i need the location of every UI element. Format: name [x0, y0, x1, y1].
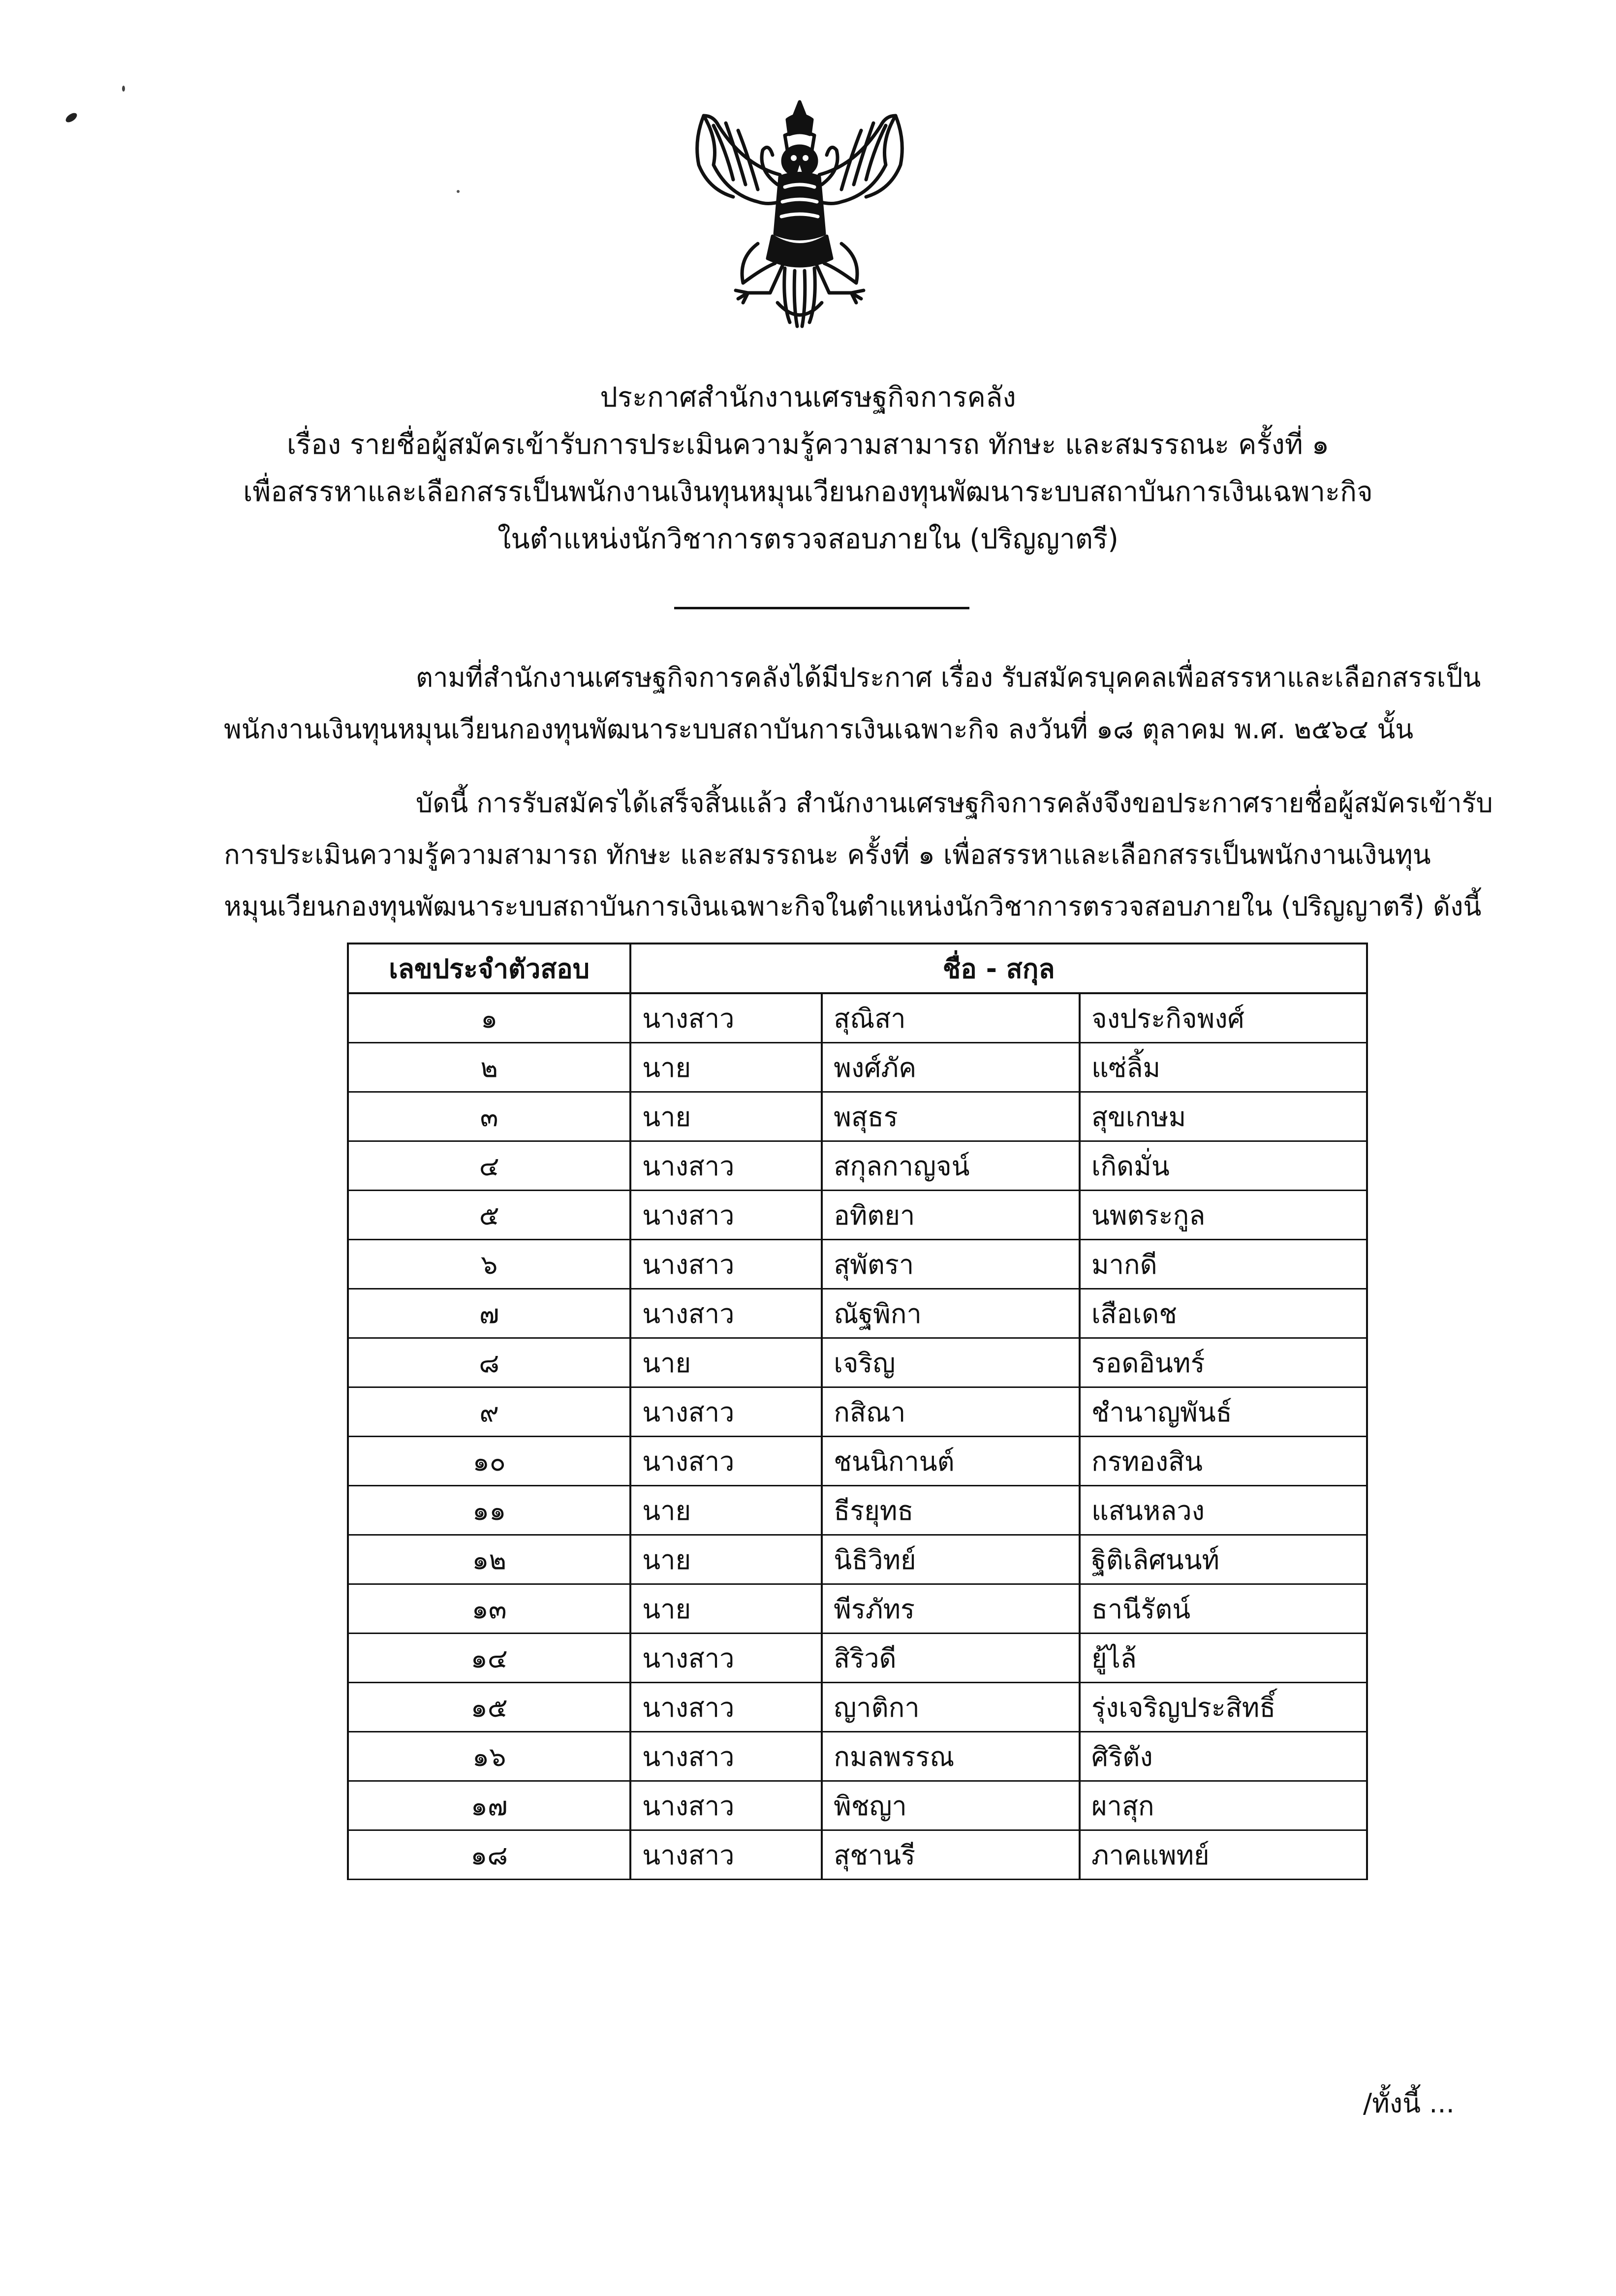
cell-name-title: นางสาว	[630, 1387, 822, 1437]
header-full-name: ชื่อ - สกุล	[630, 944, 1367, 993]
cell-last-name: จงประกิจพงศ์	[1080, 993, 1367, 1043]
cell-exam-id: ๑	[348, 993, 630, 1043]
title-line-2: เรื่อง รายชื่อผู้สมัครเข้ารับการประเมินความรู้ความสามารถ ทักษะ และสมรรถนะ ครั้งที่ ๑	[286, 429, 1330, 461]
cell-first-name: กสิณา	[822, 1387, 1080, 1437]
table-row	[348, 1240, 1367, 1289]
cell-first-name: สกุลกาญจน์	[822, 1141, 1080, 1191]
cell-exam-id: ๑๔	[348, 1634, 630, 1683]
paragraph-1-line-2: พนักงานเงินทุนหมุนเวียนกองทุนพัฒนาระบบสถาบันการเงินเฉพาะกิจ ลงวันที่ ๑๘ ตุลาคม พ.ศ. ๒๕๖๔ นั้น	[224, 714, 1414, 745]
scan-speck	[64, 111, 78, 124]
table-row	[348, 1338, 1367, 1387]
cell-exam-id: ๑๓	[348, 1584, 630, 1634]
cell-first-name: สุณิสา	[822, 993, 1080, 1043]
cell-exam-id: ๓	[348, 1092, 630, 1141]
announcement-title	[148, 374, 1468, 563]
table-row	[348, 1486, 1367, 1535]
cell-first-name: ณัฐพิกา	[822, 1289, 1080, 1338]
cell-last-name: แซ่ลิ้ม	[1080, 1043, 1367, 1092]
cell-last-name: ฐิติเลิศนนท์	[1080, 1535, 1367, 1584]
candidate-table	[347, 943, 1368, 1880]
garuda-emblem-icon	[684, 96, 915, 332]
cell-name-title: นางสาว	[630, 1732, 822, 1781]
cell-last-name: สุขเกษม	[1080, 1092, 1367, 1141]
cell-name-title: นางสาว	[630, 1830, 822, 1880]
cell-first-name: ชนนิกานต์	[822, 1437, 1080, 1486]
table-row	[348, 1141, 1367, 1191]
table-row	[348, 1043, 1367, 1092]
cell-last-name: รุ่งเจริญประสิทธิ์	[1080, 1683, 1367, 1732]
cell-exam-id: ๑๑	[348, 1486, 630, 1535]
table-row	[348, 1191, 1367, 1240]
cell-exam-id: ๔	[348, 1141, 630, 1191]
cell-last-name: กรทองสิน	[1080, 1437, 1367, 1486]
paragraph-2-line-3: หมุนเวียนกองทุนพัฒนาระบบสถาบันการเงินเฉพาะกิจในตำแหน่งนักวิชาการตรวจสอบภายใน (ปริญญาตรี) ดังนี้	[224, 891, 1482, 922]
table-row	[348, 1683, 1367, 1732]
cell-last-name: นพตระกูล	[1080, 1191, 1367, 1240]
table-row	[348, 1535, 1367, 1584]
cell-exam-id: ๙	[348, 1387, 630, 1437]
cell-last-name: ชำนาญพันธ์	[1080, 1387, 1367, 1437]
title-line-3: เพื่อสรรหาและเลือกสรรเป็นพนักงานเงินทุนหมุนเวียนกองทุนพัฒนาระบบสถาบันการเงินเฉพาะกิจ	[243, 476, 1373, 508]
table-row	[348, 1437, 1367, 1486]
cell-name-title: นางสาว	[630, 993, 822, 1043]
table-row	[348, 1387, 1367, 1437]
cell-last-name: ธานีรัตน์	[1080, 1584, 1367, 1634]
cell-exam-id: ๑๘	[348, 1830, 630, 1880]
table-row	[348, 993, 1367, 1043]
cell-first-name: พงศ์ภัค	[822, 1043, 1080, 1092]
cell-first-name: พีรภัทร	[822, 1584, 1080, 1634]
cell-last-name: เกิดมั่น	[1080, 1141, 1367, 1191]
cell-last-name: ยู้ไล้	[1080, 1634, 1367, 1683]
cell-first-name: สิริวดี	[822, 1634, 1080, 1683]
cell-exam-id: ๑๗	[348, 1781, 630, 1830]
paragraph-1-line-1: ตามที่สำนักงานเศรษฐกิจการคลังได้มีประกาศ เรื่อง รับสมัครบุคคลเพื่อสรรหาและเลือกสรรเป็น	[416, 662, 1481, 693]
table-body	[348, 993, 1367, 1880]
cell-exam-id: ๑๖	[348, 1732, 630, 1781]
cell-last-name: แสนหลวง	[1080, 1486, 1367, 1535]
title-divider	[674, 607, 969, 609]
cell-name-title: นางสาว	[630, 1240, 822, 1289]
cell-first-name: เจริญ	[822, 1338, 1080, 1387]
cell-exam-id: ๑๐	[348, 1437, 630, 1486]
cell-last-name: มากดี	[1080, 1240, 1367, 1289]
cell-first-name: ญาติกา	[822, 1683, 1080, 1732]
paragraph-2-line-2: การประเมินความรู้ความสามารถ ทักษะ และสมรรถนะ ครั้งที่ ๑ เพื่อสรรหาและเลือกสรรเป็นพนักงานเงินทุน	[224, 839, 1431, 870]
cell-name-title: นาย	[630, 1535, 822, 1584]
scan-speck	[122, 86, 125, 92]
cell-exam-id: ๗	[348, 1289, 630, 1338]
cell-first-name: สุชานรี	[822, 1830, 1080, 1880]
cell-exam-id: ๖	[348, 1240, 630, 1289]
cell-first-name: พสุธร	[822, 1092, 1080, 1141]
cell-name-title: นาย	[630, 1092, 822, 1141]
table-row	[348, 1634, 1367, 1683]
table-row	[348, 1732, 1367, 1781]
table-row	[348, 1830, 1367, 1880]
cell-name-title: นาย	[630, 1338, 822, 1387]
cell-name-title: นาย	[630, 1584, 822, 1634]
cell-name-title: นาย	[630, 1486, 822, 1535]
cell-first-name: ธีรยุทธ	[822, 1486, 1080, 1535]
continuation-note: /ทั้งนี้ ...	[1363, 2088, 1455, 2119]
table-row	[348, 1092, 1367, 1141]
table-row	[348, 1289, 1367, 1338]
cell-last-name: ศิริตัง	[1080, 1732, 1367, 1781]
cell-name-title: นางสาว	[630, 1191, 822, 1240]
cell-exam-id: ๘	[348, 1338, 630, 1387]
paragraph-2-line-1: บัดนี้ การรับสมัครได้เสร็จสิ้นแล้ว สำนักงานเศรษฐกิจการคลังจึงขอประกาศรายชื่อผู้สมัครเข้ารับ	[416, 787, 1493, 818]
cell-exam-id: ๑๒	[348, 1535, 630, 1584]
cell-exam-id: ๑๕	[348, 1683, 630, 1732]
cell-name-title: นางสาว	[630, 1683, 822, 1732]
cell-first-name: นิธิวิทย์	[822, 1535, 1080, 1584]
cell-exam-id: ๒	[348, 1043, 630, 1092]
cell-name-title: นางสาว	[630, 1289, 822, 1338]
cell-last-name: เสือเดช	[1080, 1289, 1367, 1338]
cell-first-name: กมลพรรณ	[822, 1732, 1080, 1781]
table-row	[348, 1781, 1367, 1830]
cell-name-title: นางสาว	[630, 1437, 822, 1486]
cell-name-title: นางสาว	[630, 1781, 822, 1830]
scan-speck	[457, 190, 460, 193]
cell-first-name: สุพัตรา	[822, 1240, 1080, 1289]
cell-first-name: พิชญา	[822, 1781, 1080, 1830]
header-exam-id: เลขประจำตัวสอบ	[348, 944, 630, 993]
table-header-row	[348, 944, 1367, 993]
title-line-4: ในตำแหน่งนักวิชาการตรวจสอบภายใน (ปริญญาตรี)	[497, 523, 1119, 555]
title-line-1: ประกาศสำนักงานเศรษฐกิจการคลัง	[600, 381, 1016, 413]
cell-name-title: นางสาว	[630, 1634, 822, 1683]
cell-name-title: นางสาว	[630, 1141, 822, 1191]
cell-first-name: อทิตยา	[822, 1191, 1080, 1240]
cell-last-name: ภาคแพทย์	[1080, 1830, 1367, 1880]
cell-exam-id: ๕	[348, 1191, 630, 1240]
table-row	[348, 1584, 1367, 1634]
cell-last-name: รอดอินทร์	[1080, 1338, 1367, 1387]
cell-name-title: นาย	[630, 1043, 822, 1092]
cell-last-name: ผาสุก	[1080, 1781, 1367, 1830]
